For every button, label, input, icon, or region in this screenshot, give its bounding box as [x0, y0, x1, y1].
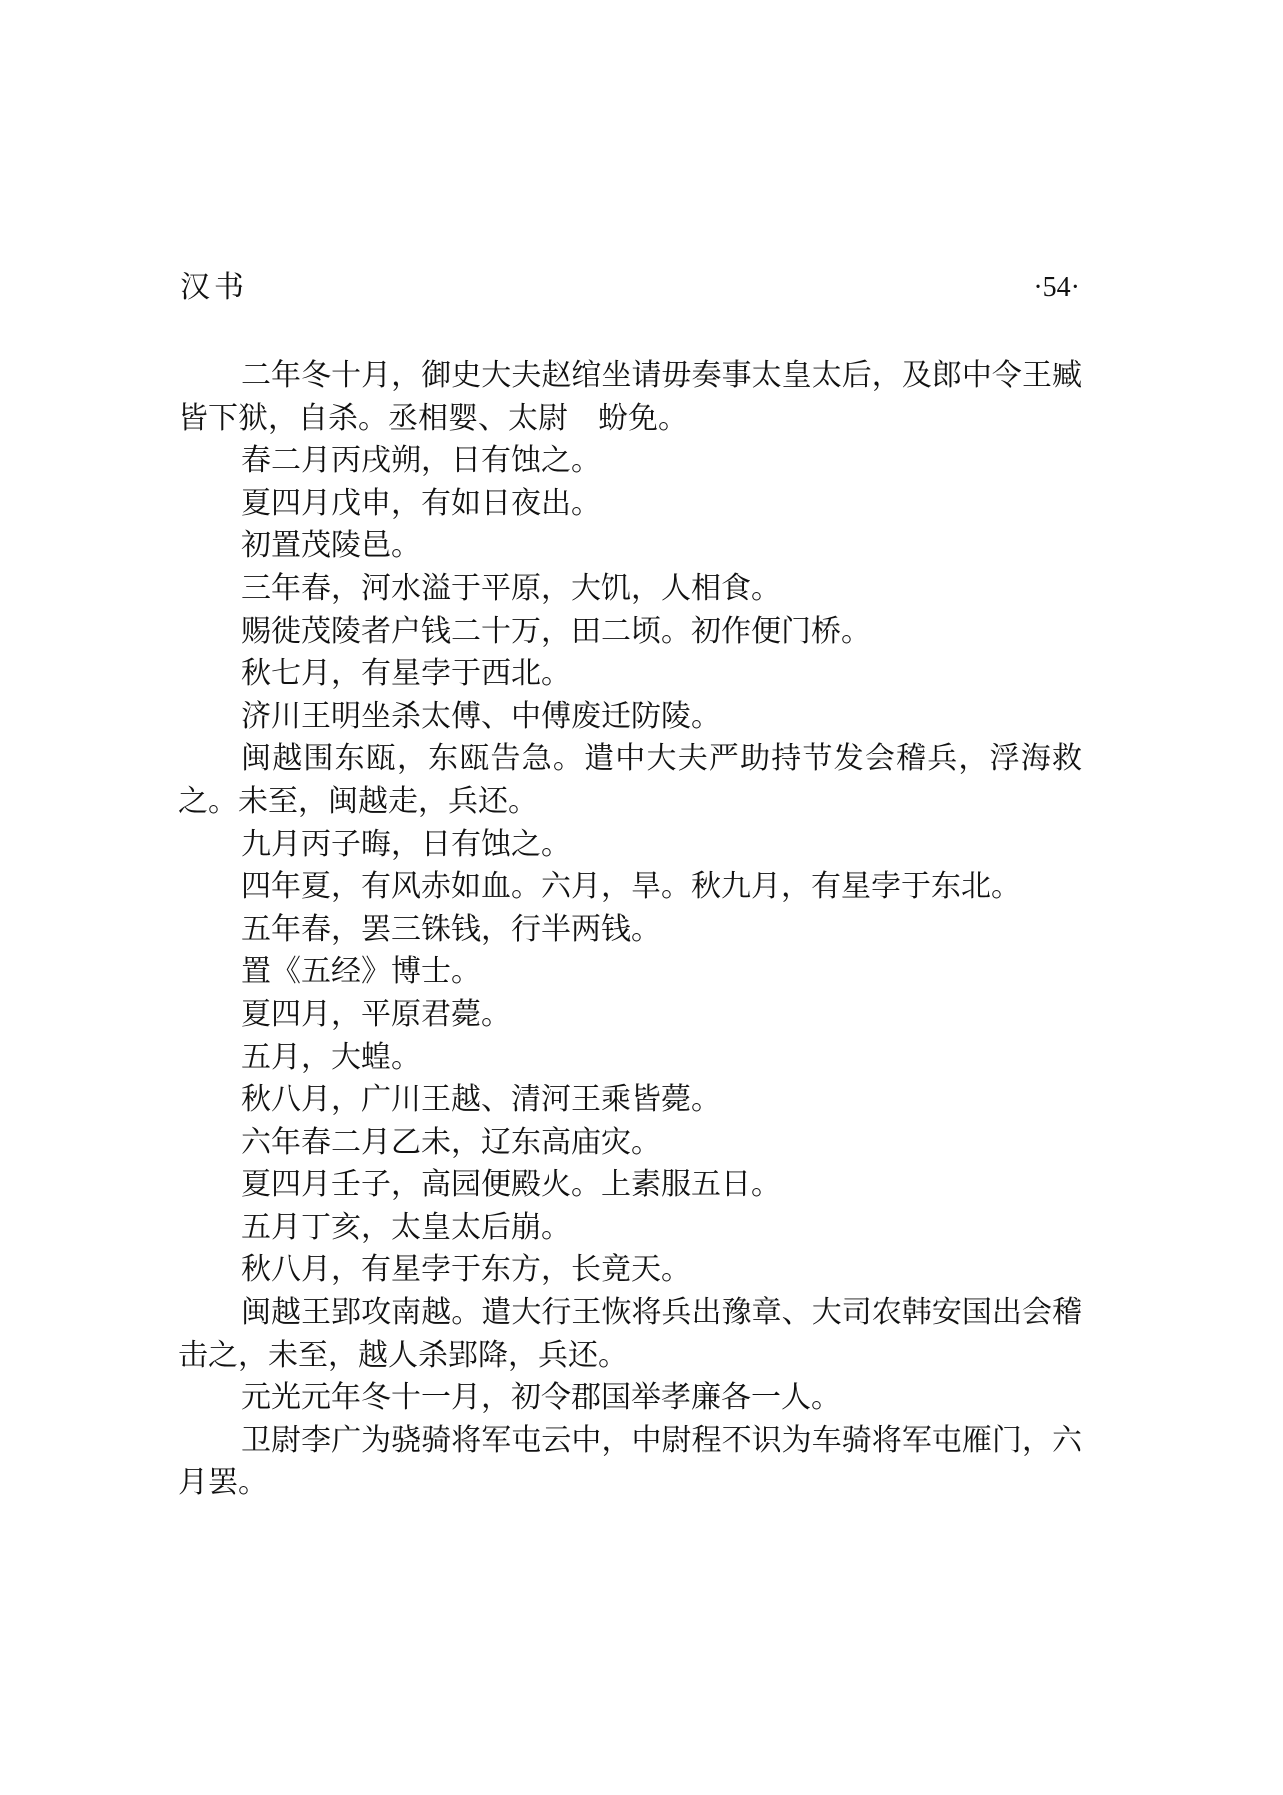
paragraph: 春二月丙戌朔，日有蚀之。: [241, 443, 601, 479]
paragraph: 二年冬十月，御史大夫赵绾坐请毋奏事太皇太后，及郎中令王臧皆下狱，自杀。丞相婴、太尉 蚡免。: [178, 358, 1082, 436]
paragraph: 初置茂陵邑。: [241, 528, 421, 564]
paragraph: 夏四月戊申，有如日夜出。: [241, 485, 601, 521]
paragraph: 五年春，罢三铢钱，行半两钱。: [241, 911, 661, 947]
paragraph: 秋七月，有星孛于西北。: [241, 656, 571, 692]
paragraph: 五月丁亥，太皇太后崩。: [241, 1209, 571, 1245]
paragraph: 置《五经》博士。: [241, 954, 481, 990]
paragraph: 四年夏，有风赤如血。六月，旱。秋九月，有星孛于东北。: [241, 869, 1021, 905]
paragraph: 闽越王郢攻南越。遣大行王恢将兵出豫章、大司农韩安国出会稽击之，未至，越人杀郢降，兵还。: [178, 1295, 1082, 1373]
paragraph: 夏四月，平原君薨。: [241, 996, 511, 1032]
paragraph: 五月，大蝗。: [241, 1039, 421, 1075]
running-header: [180, 268, 1080, 308]
paragraph: 闽越围东瓯，东瓯告急。遣中大夫严助持节发会稽兵，浮海救之。未至，闽越走，兵还。: [178, 741, 1082, 819]
paragraph: 秋八月，有星孛于东方，长竟天。: [241, 1252, 691, 1288]
paragraph: 元光元年冬十一月，初令郡国举孝廉各一人。: [241, 1380, 841, 1416]
paragraph: 秋八月，广川王越、清河王乘皆薨。: [241, 1082, 721, 1118]
paragraph: 卫尉李广为骁骑将军屯云中，中尉程不识为车骑将军屯雁门，六月罢。: [178, 1422, 1082, 1501]
paragraph: 夏四月壬子，高园便殿火。上素服五日。: [241, 1167, 781, 1203]
paragraph: 六年春二月乙未，辽东高庙灾。: [241, 1124, 661, 1160]
paragraph: 九月丙子晦，日有蚀之。: [241, 826, 571, 862]
book-title: 汉书: [180, 270, 248, 305]
paragraph: 三年春，河水溢于平原，大饥，人相食。: [241, 570, 781, 606]
paragraph: 济川王明坐杀太傅、中傅废迁防陵。: [241, 698, 721, 734]
body-text: [178, 355, 1082, 1505]
page-number: ·54·: [1033, 272, 1080, 303]
paragraph: 赐徙茂陵者户钱二十万，田二顷。初作便门桥。: [241, 613, 871, 649]
